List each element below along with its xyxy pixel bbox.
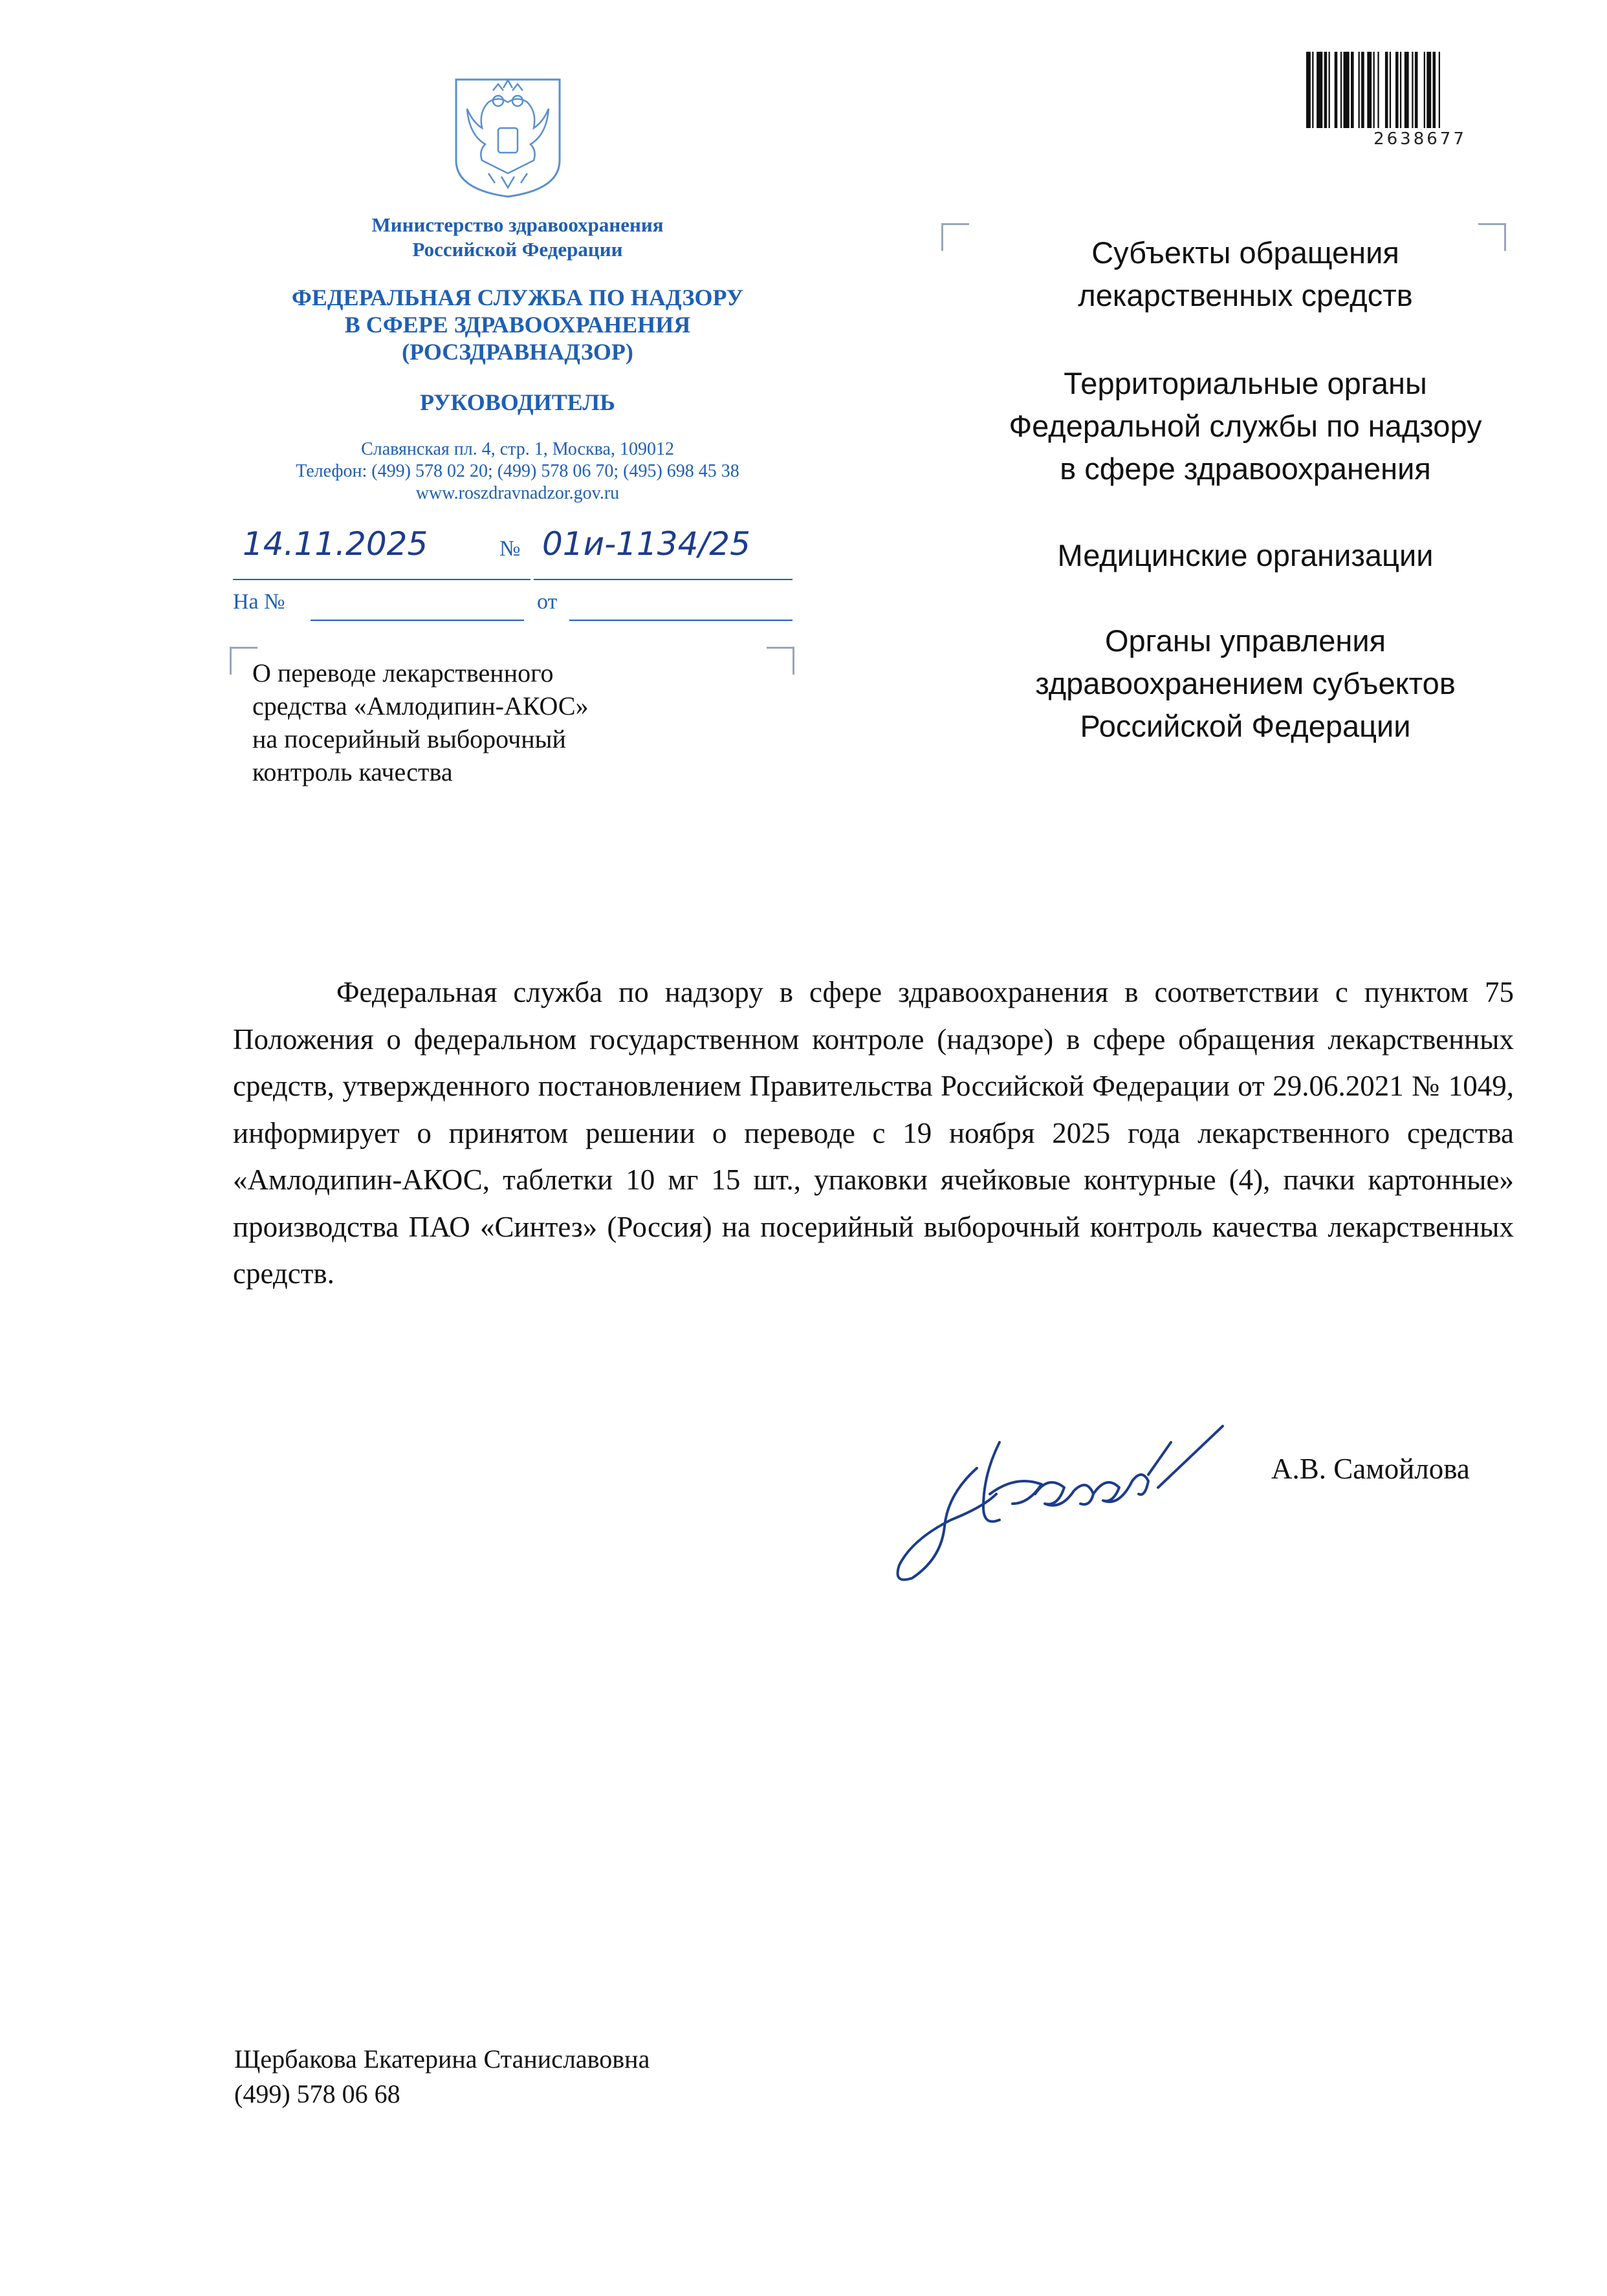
subject-line4: контроль качества xyxy=(252,757,453,786)
ministry-name-line2: Российской Федерации xyxy=(412,238,623,261)
barcode-bar xyxy=(1400,52,1401,128)
addressee-4-line1: Органы управления xyxy=(1104,623,1386,658)
barcode-bar xyxy=(1317,52,1322,128)
service-name-line2: В СФЕРЕ ЗДРАВООХРАНЕНИЯ xyxy=(344,312,691,338)
addressee-1-line2: лекарственных средств xyxy=(1078,278,1413,312)
barcode-number: 2638677 xyxy=(1373,129,1467,149)
coat-of-arms-icon xyxy=(453,76,563,199)
addressee-3-line1: Медицинские организации xyxy=(1057,538,1434,572)
addressee-2-line2: Федеральной службы по надзору xyxy=(1009,409,1482,443)
addressee-2 xyxy=(938,362,1553,490)
date-underline xyxy=(233,579,530,580)
letterhead-phones: Телефон: (499) 578 02 20; (499) 578 06 70; (495) 698 45 38 xyxy=(296,461,739,481)
letter-subject xyxy=(252,656,744,788)
barcode-bar xyxy=(1324,52,1328,128)
registration-number: 01и-1134/25 xyxy=(542,525,750,563)
addressee-1-line1: Субъекты обращения xyxy=(1091,235,1399,270)
barcode-bar xyxy=(1335,52,1338,128)
signer-name: А.В. Самойлова xyxy=(1271,1453,1470,1485)
addressee-2-line1: Территориальные органы xyxy=(1064,366,1427,400)
subject-line3: на посерийный выборочный xyxy=(252,724,566,753)
number-underline xyxy=(534,579,793,580)
barcode-icon xyxy=(1304,52,1536,128)
executor-phone: (499) 578 06 68 xyxy=(234,2079,400,2108)
barcode-bar xyxy=(1340,52,1342,128)
barcode-bar xyxy=(1405,52,1409,128)
barcode-bar xyxy=(1312,52,1313,128)
reference-label: На № xyxy=(233,590,285,614)
letterhead-address: Славянская пл. 4, стр. 1, Москва, 109012 xyxy=(361,439,674,459)
addressee-4-line3: Российской Федерации xyxy=(1080,709,1411,743)
letter-body xyxy=(233,969,1514,1297)
subject-line1: О переводе лекарственного xyxy=(252,658,554,688)
barcode-bar xyxy=(1390,52,1391,128)
barcode-bar xyxy=(1412,52,1413,128)
barcode-bar xyxy=(1361,52,1364,128)
addressee-4-line2: здравоохранением субъектов xyxy=(1035,666,1456,700)
addressee-2-line3: в сфере здравоохранения xyxy=(1060,451,1431,486)
barcode-bar xyxy=(1351,52,1354,128)
from-date-field xyxy=(569,620,793,621)
barcode-bar xyxy=(1329,52,1330,128)
subject-corner-top-right xyxy=(767,647,794,675)
body-paragraph: Федеральная служба по надзору в сфере здравоохранения в соответствии с пунктом 75 Положения о федеральном государственном контроле (надзоре) в сфере обращения лекарственных средств, утвержденного постановлением Правительства Российской Федерации от 29.06.2021 № 1049, информирует о принятом решении о переводе с 19 ноября 2025 года лекарственного средства «Амлодипин-АКОС, таблетки 10 мг 15 шт., упаковки ячейковые контурные (4), пачки картонные» производства ПАО «Синтез» (Россия) на посерийный выборочный контроль качества лекарственных средств. xyxy=(233,976,1514,1290)
service-name-line3: (РОСЗДРАВНАДЗОР) xyxy=(402,339,633,365)
position-title: РУКОВОДИТЕЛЬ xyxy=(420,389,615,415)
subject-line2: средства «Амлодипин-АКОС» xyxy=(252,691,589,720)
barcode-bar xyxy=(1395,52,1399,128)
addressee-3 xyxy=(938,534,1553,577)
barcode-bar xyxy=(1424,52,1425,128)
addressee-1 xyxy=(938,232,1553,317)
barcode-bar xyxy=(1385,52,1388,128)
registration-date: 14.11.2025 xyxy=(243,525,428,563)
barcode-bar xyxy=(1359,52,1360,128)
barcode-bar xyxy=(1377,52,1379,128)
barcode-bar xyxy=(1415,52,1418,128)
barcode-bar xyxy=(1427,52,1431,128)
barcode-bar xyxy=(1306,52,1311,128)
addressee-4 xyxy=(938,620,1553,748)
number-sign: № xyxy=(499,537,521,561)
barcode-bar xyxy=(1367,52,1372,128)
executor-name: Щербакова Екатерина Станиславовна xyxy=(234,2044,650,2074)
handwritten-signature xyxy=(886,1397,1287,1591)
reference-field xyxy=(311,620,524,621)
barcode-bar xyxy=(1439,52,1440,128)
barcode-bar xyxy=(1433,52,1436,128)
letterhead-website: www.roszdravnadzor.gov.ru xyxy=(415,483,620,503)
from-label: от xyxy=(537,590,558,614)
ministry-name-line1: Министерство здравоохранения xyxy=(371,213,664,236)
barcode-bar xyxy=(1373,52,1375,128)
barcode-bar xyxy=(1344,52,1350,128)
service-name-line1: ФЕДЕРАЛЬНАЯ СЛУЖБА ПО НАДЗОРУ xyxy=(291,285,744,310)
